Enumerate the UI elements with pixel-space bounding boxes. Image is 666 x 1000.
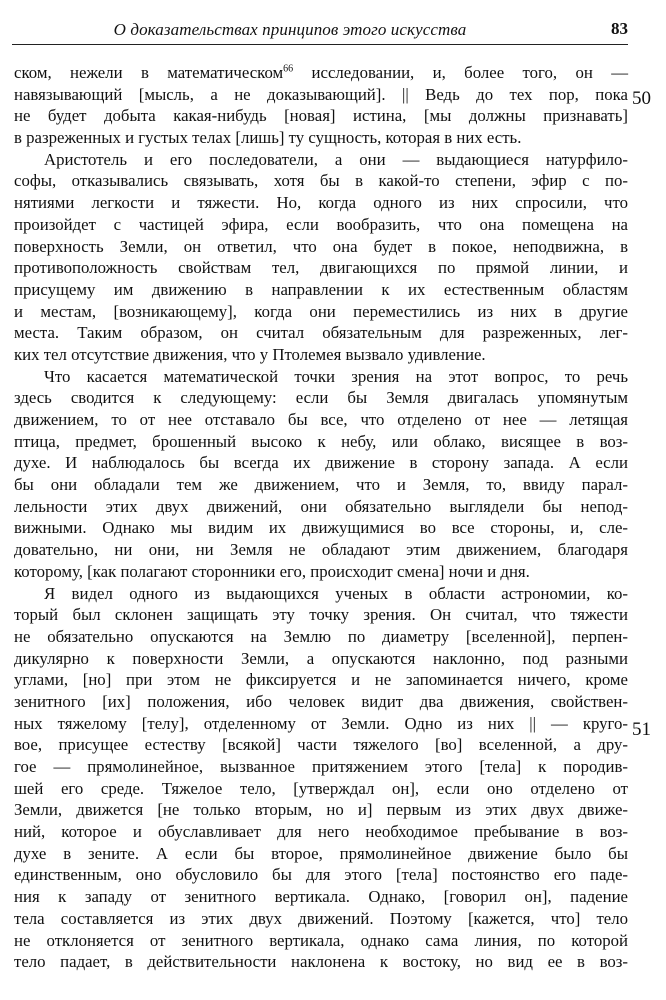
text-line: тело падает, в действительности наклонена к востоку, но вид ее в воз- — [14, 952, 628, 972]
text-line: шей его среде. Тяжелое тело, [утверждал он], если оно отделено от — [14, 778, 628, 798]
running-head — [12, 18, 628, 45]
text-line: тела составляется из этих двух движений. Поэтому [кажется, что] тело — [14, 908, 628, 928]
text-line: дикулярно к поверхности Земли, а опускаются наклонно, под разными — [14, 648, 628, 668]
footnote-ref: 66 — [283, 63, 294, 75]
text-line: произойдет с частицей эфира, если вообразить, что она помещена на — [14, 214, 628, 234]
text-line: в разреженных и густых телах [лишь] ту сущность, которая в них есть. — [14, 128, 522, 148]
text-line: ния к западу от зенитного вертикала. Однако, [говорил он], падение — [14, 887, 628, 907]
text-line: движением, то от нее отставало бы все, что отделено от нее — летящая — [14, 410, 628, 429]
text-line: ких тел отсутствие движения, что у Птолемея вызвало удивление. — [14, 344, 486, 364]
paragraph-start: Что касается математической точки зрения на этот вопрос, то речь — [44, 366, 628, 386]
text-line: духе. И наблюдалось бы всегда их движение в сторону запада. А если — [14, 453, 628, 473]
text-line: которому, [как полагают сторонники его, происходит смена] ночи и дня. — [14, 561, 530, 581]
text-line: зенитного [их] положения, ибо человек видит два движения, свойствен- — [14, 691, 628, 711]
text-line: здесь сводится к следующему: если бы Земля двигалась упомянутым — [14, 388, 628, 408]
text-line: навязывающий [мысль, а не доказывающий]. || Ведь до тех пор, пока — [14, 84, 628, 104]
text-line: довательно, ни они, ни Земля не обладают этим движением, благодаря — [14, 540, 628, 560]
running-title: О доказательствах принципов этого искусства — [113, 20, 467, 39]
body-text — [14, 62, 628, 973]
text-line: бы они обладали тем же движением, что и Земля, то, ввиду парал- — [14, 475, 628, 495]
text-line: углами, [но] при этом не фиксируется и не запоминается ничего, кроме — [14, 670, 628, 690]
text-line: птица, предмет, брошенный высоко к небу, или облако, висящее в воз- — [14, 431, 628, 451]
text-line: присущему им движению в направлении к их естественным областям — [14, 279, 628, 299]
text-line: вое, присущее естеству [всякой] части тяжелого [во] вселенной, а дру- — [14, 735, 628, 755]
text-line: софы, отказывались связывать, хотя бы в какой-то степени, эфир с по- — [14, 171, 628, 191]
text-line: противоположность свойствам тел, двигающихся по прямой линии, и — [14, 258, 628, 278]
text-line: Земли, движется [не только вторым, но и] первым из этих двух движе- — [14, 800, 628, 820]
text-line: не будет добыта какая-нибудь [новая] истина, [мы должны признавать] — [14, 106, 628, 126]
paragraph-start: Я видел одного из выдающихся ученых в области астрономии, ко- — [44, 583, 628, 603]
text-line: не отклоняется от зенитного вертикала, однако сама линия, по которой — [14, 930, 628, 950]
text-line: торый был склонен защищать эту точку зрения. Он считал, что тяжести — [14, 605, 628, 625]
text-line: гое — прямолинейное, вызванное притяжением этого [тела] к породив- — [14, 757, 628, 776]
text-line: вижными. Однако мы видим их движущимися во все стороны, и, сле- — [14, 518, 628, 538]
text-line: ском, нежели в математическом$^{66}$ исследовании, и, более того, он — — [14, 63, 628, 82]
text-line: ний, которое и обуславливает для него необходимое пребывание в воз- — [14, 822, 628, 842]
text-line: и местам, [возникающему], когда они переместились из них в другие — [14, 301, 628, 321]
text-line: нятиями легкости и тяжести. Но, когда одного из них спросили, что — [14, 193, 628, 213]
page-number: 83 — [611, 19, 628, 38]
text-line: поверхность Земли, он ответил, что она будет в покое, неподвижна, в — [14, 236, 628, 256]
paragraph-start: Аристотель и его последователи, а они — выдающиеся натурфило- — [44, 149, 628, 169]
text-line: места. Таким образом, он считал обязательным для разреженных, лег- — [14, 323, 628, 343]
text-line: единственным, оно обусловило бы для этого [тела] постоянство его паде- — [14, 865, 628, 885]
margin-page-mark: 50 — [632, 88, 651, 109]
text-line: лельности этих двух движений, они обязательно выглядели бы непод- — [14, 496, 628, 516]
text-line: не обязательно опускаются на Землю по диаметру [вселенной], перпен- — [14, 626, 628, 646]
text-line: ных тяжелому [телу], отделенному от Земли. Одно из них || — круго- — [14, 713, 628, 733]
text-line: духе в зените. А если бы второе, прямолинейное движение было бы — [14, 843, 628, 863]
margin-page-mark: 51 — [632, 719, 651, 740]
